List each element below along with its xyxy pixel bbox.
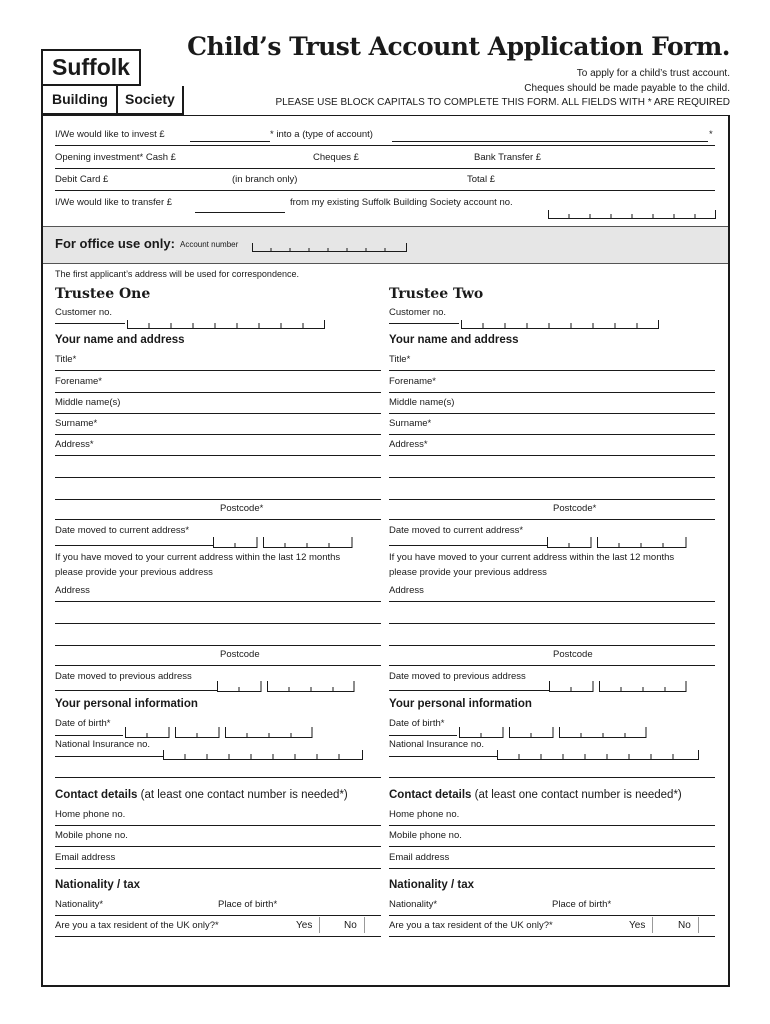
t2-nationality-label: Nationality* (389, 899, 438, 910)
t2-personal-heading: Your personal information (389, 698, 532, 710)
digit-boxes-icon (548, 210, 716, 219)
t2-dob-boxes[interactable] (459, 725, 649, 743)
t2-address-line-3[interactable] (389, 499, 715, 500)
t1-email-field[interactable] (55, 868, 381, 869)
t1-title-field[interactable] (55, 370, 381, 371)
t2-mobile-phone-label: Mobile phone no. (389, 830, 462, 841)
opening-investment-field[interactable] (55, 168, 715, 169)
t2-email-label: Email address (389, 852, 450, 863)
t2-tax-resident-label: Are you a tax resident of the UK only?* (389, 920, 553, 931)
divider (389, 756, 497, 757)
t1-tax-no[interactable]: No (344, 920, 357, 931)
t1-prev-address-line-3[interactable] (55, 645, 381, 646)
t2-middle-label: Middle name(s) (389, 397, 455, 408)
t2-tax-line (389, 936, 715, 937)
t2-tax-no[interactable]: No (678, 920, 691, 931)
account-type-label: * into a (type of account) (270, 129, 373, 140)
divider (698, 917, 699, 933)
t1-mobile-phone-field[interactable] (55, 846, 381, 847)
t1-personal-heading: Your personal information (55, 698, 198, 710)
trustee-one-heading: Trustee One (55, 286, 151, 302)
account-number-label: Account number (180, 240, 239, 249)
t1-prev-postcode-field[interactable] (55, 665, 381, 666)
date-boxes-icon (459, 727, 649, 738)
header-line-2: Cheques should be made payable to the child. (524, 83, 730, 94)
t1-address-field[interactable] (55, 455, 381, 456)
t1-contact-note: (at least one contact number is needed*) (137, 789, 348, 801)
t2-prev-postcode-field[interactable] (389, 665, 715, 666)
trustee-two-heading: Trustee Two (389, 286, 484, 302)
t1-nationality-heading: Nationality / tax (55, 879, 140, 891)
t2-moved-note-2: please provide your previous address (389, 567, 547, 578)
t2-address-line-2[interactable] (389, 477, 715, 478)
t2-name-heading: Your name and address (389, 334, 519, 346)
digit-boxes-icon (252, 243, 407, 252)
cheques-label: Cheques £ (313, 152, 359, 163)
t1-prev-postcode-label: Postcode (220, 649, 260, 660)
t2-forename-label: Forename* (389, 376, 436, 387)
t1-tax-yes[interactable]: Yes (296, 920, 313, 931)
divider (389, 545, 547, 546)
t2-customer-no-label: Customer no. (389, 307, 447, 318)
t1-contact-heading-text: Contact details (55, 789, 138, 801)
debit-card-label: Debit Card £ (55, 174, 109, 185)
t2-ni-boxes[interactable] (497, 747, 699, 765)
t1-postcode-field[interactable] (55, 519, 381, 520)
invest-amount-field[interactable] (190, 141, 270, 142)
t2-customer-no-boxes[interactable] (461, 316, 659, 334)
digit-boxes-icon (497, 750, 699, 760)
date-boxes-icon (213, 537, 353, 548)
t2-dob-label: Date of birth* (389, 718, 445, 729)
divider (55, 545, 213, 546)
divider (319, 917, 320, 933)
date-boxes-icon (547, 537, 687, 548)
t2-postcode-label: Postcode* (553, 503, 597, 514)
header-line-3: PLEASE USE BLOCK CAPITALS TO COMPLETE THIS FORM. ALL FIELDS WITH * ARE REQUIRED (275, 97, 730, 108)
t1-ni-label: National Insurance no. (55, 739, 151, 750)
logo-building-society (41, 86, 184, 115)
t1-surname-label: Surname* (55, 418, 98, 429)
t2-middle-field[interactable] (389, 413, 715, 414)
t1-date-moved-current-boxes[interactable] (213, 535, 353, 553)
account-type-required: * (709, 129, 713, 140)
t2-ni-line (389, 777, 715, 778)
t1-prev-address-field[interactable] (55, 601, 381, 602)
divider (55, 735, 123, 736)
office-account-number-boxes[interactable] (252, 239, 407, 257)
t2-title-label: Title* (389, 354, 411, 365)
existing-account-boxes[interactable] (548, 206, 716, 224)
t2-title-field[interactable] (389, 370, 715, 371)
t2-home-phone-label: Home phone no. (389, 809, 460, 820)
t1-prev-address-label: Address (55, 585, 90, 596)
t1-middle-label: Middle name(s) (55, 397, 121, 408)
t1-customer-no-label: Customer no. (55, 307, 113, 318)
t1-moved-note-2: please provide your previous address (55, 567, 213, 578)
divider (652, 917, 653, 933)
logo-society: Society (125, 91, 175, 107)
t2-prev-address-line-3[interactable] (389, 645, 715, 646)
t1-nationality-field[interactable] (55, 915, 381, 916)
t1-dob-boxes[interactable] (125, 725, 315, 743)
t2-prev-address-field[interactable] (389, 601, 715, 602)
t2-date-moved-current-boxes[interactable] (547, 535, 687, 553)
t1-address-line-2[interactable] (55, 477, 381, 478)
logo-building: Building (43, 86, 118, 113)
t2-contact-heading (389, 789, 682, 801)
t2-surname-field[interactable] (389, 434, 715, 435)
existing-account-label: from my existing Suffolk Building Society account no. (290, 197, 513, 208)
date-boxes-icon (549, 681, 689, 692)
logo-suffolk: Suffolk (41, 49, 141, 86)
t1-name-heading: Your name and address (55, 334, 185, 346)
t1-date-moved-previous-label: Date moved to previous address (55, 671, 192, 682)
t1-place-of-birth-label: Place of birth* (218, 899, 278, 910)
t2-forename-field[interactable] (389, 392, 715, 393)
t1-address-label: Address* (55, 439, 94, 450)
t2-date-moved-current-label: Date moved to current address* (389, 525, 524, 536)
t1-date-moved-previous-boxes[interactable] (217, 679, 357, 697)
t2-address-field[interactable] (389, 455, 715, 456)
divider (55, 145, 715, 146)
t1-customer-no-boxes[interactable] (127, 316, 325, 334)
total-label: Total £ (467, 174, 495, 185)
t1-title-label: Title* (55, 354, 77, 365)
opening-cash-label: Opening investment* Cash £ (55, 152, 176, 163)
t2-tax-yes[interactable]: Yes (629, 920, 646, 931)
t1-surname-field[interactable] (55, 434, 381, 435)
date-boxes-icon (125, 727, 315, 738)
t1-forename-field[interactable] (55, 392, 381, 393)
t2-home-phone-field[interactable] (389, 825, 715, 826)
t2-prev-postcode-label: Postcode (553, 649, 593, 660)
t2-contact-heading-text: Contact details (389, 789, 472, 801)
t2-nationality-field[interactable] (389, 915, 715, 916)
t1-moved-note-1: If you have moved to your current address within the last 12 months (55, 552, 341, 563)
t1-email-label: Email address (55, 852, 116, 863)
t1-prev-address-line-2[interactable] (55, 623, 381, 624)
t1-tax-resident-label: Are you a tax resident of the UK only?* (55, 920, 219, 931)
date-boxes-icon (217, 681, 357, 692)
divider (389, 735, 457, 736)
header-line-1: To apply for a child’s trust account. (576, 68, 730, 79)
digit-boxes-icon (163, 750, 363, 760)
debit-card-field[interactable] (55, 190, 715, 191)
t1-address-line-3[interactable] (55, 499, 381, 500)
t1-mobile-phone-label: Mobile phone no. (55, 830, 128, 841)
t2-postcode-field[interactable] (389, 519, 715, 520)
bank-transfer-label: Bank Transfer £ (474, 152, 542, 163)
t2-contact-note: (at least one contact number is needed*) (471, 789, 682, 801)
t2-address-label: Address* (389, 439, 428, 450)
t1-tax-line (55, 936, 381, 937)
divider (55, 323, 125, 324)
t1-date-moved-current-label: Date moved to current address* (55, 525, 190, 536)
t1-dob-label: Date of birth* (55, 718, 111, 729)
t1-ni-boxes[interactable] (163, 747, 363, 765)
t2-email-field[interactable] (389, 868, 715, 869)
t2-prev-address-label: Address (389, 585, 424, 596)
t1-forename-label: Forename* (55, 376, 102, 387)
divider (389, 323, 459, 324)
transfer-amount-field[interactable] (195, 212, 285, 213)
form-title: Child’s Trust Account Application Form. (187, 32, 730, 61)
t1-home-phone-field[interactable] (55, 825, 381, 826)
divider (364, 917, 365, 933)
t1-ni-line (55, 777, 381, 778)
t2-nationality-heading: Nationality / tax (389, 879, 474, 891)
in-branch-label: (in branch only) (232, 174, 298, 185)
divider (55, 756, 163, 757)
t2-surname-label: Surname* (389, 418, 432, 429)
t2-date-moved-previous-boxes[interactable] (549, 679, 689, 697)
digit-boxes-icon (461, 320, 659, 329)
t2-ni-label: National Insurance no. (389, 739, 485, 750)
account-type-field[interactable] (392, 141, 708, 142)
t1-nationality-label: Nationality* (55, 899, 104, 910)
t2-date-moved-previous-label: Date moved to previous address (389, 671, 526, 682)
office-use-label: For office use only: (55, 236, 175, 251)
t2-mobile-phone-field[interactable] (389, 846, 715, 847)
divider (389, 690, 549, 691)
digit-boxes-icon (127, 320, 325, 329)
t2-moved-note-1: If you have moved to your current address within the last 12 months (389, 552, 675, 563)
t2-prev-address-line-2[interactable] (389, 623, 715, 624)
divider (55, 690, 217, 691)
t1-postcode-label: Postcode* (220, 503, 264, 514)
invest-label: I/We would like to invest £ (55, 129, 165, 140)
transfer-label: I/We would like to transfer £ (55, 197, 173, 208)
t2-place-of-birth-label: Place of birth* (552, 899, 612, 910)
correspondence-note: The first applicant’s address will be used for correspondence. (55, 269, 299, 279)
t1-home-phone-label: Home phone no. (55, 809, 126, 820)
t1-contact-heading (55, 789, 348, 801)
t1-middle-field[interactable] (55, 413, 381, 414)
